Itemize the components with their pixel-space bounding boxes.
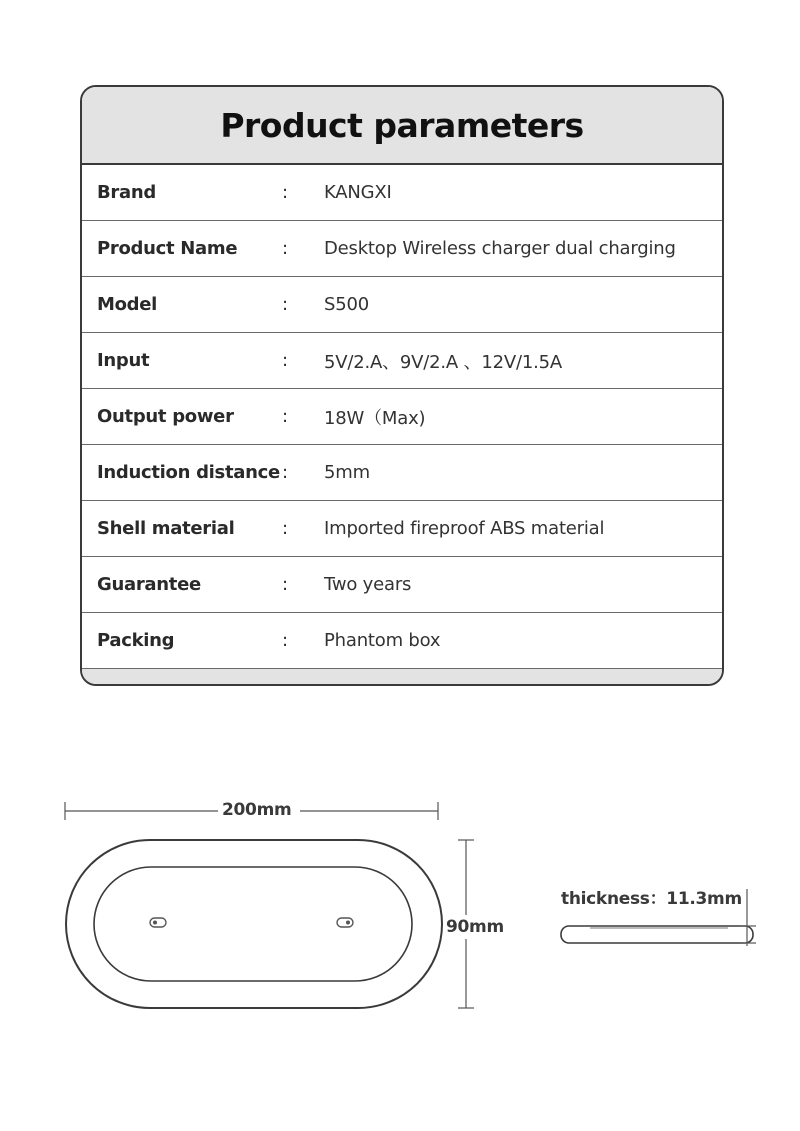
param-colon: :	[282, 238, 289, 259]
param-label: Product Name	[97, 238, 238, 259]
param-row-induction-distance	[82, 445, 722, 501]
param-label: Output power	[97, 406, 234, 427]
height-dimension-label: 90mm	[446, 917, 504, 937]
card-header	[82, 87, 722, 165]
param-value: Two years	[324, 574, 412, 595]
param-colon: :	[282, 294, 289, 315]
width-dimension-label: 200mm	[222, 800, 292, 820]
param-colon: :	[282, 350, 289, 371]
param-row-guarantee	[82, 557, 722, 613]
param-value: Imported fireproof ABS material	[324, 518, 605, 539]
param-row-model	[82, 277, 722, 333]
param-label: Input	[97, 350, 150, 371]
charger-side-profile	[561, 926, 753, 943]
param-colon: :	[282, 630, 289, 651]
param-value: Phantom box	[324, 630, 441, 651]
param-value: 5V/2.A、9V/2.A 、12V/1.5A	[324, 351, 562, 373]
charger-inner-pad	[94, 867, 412, 981]
param-label: Packing	[97, 630, 175, 651]
param-row-product-name	[82, 221, 722, 277]
param-colon: :	[282, 182, 289, 203]
param-label: Model	[97, 294, 158, 315]
thickness-dimension-label: thickness：11.3mm	[561, 889, 742, 909]
param-value: KANGXI	[324, 182, 392, 203]
left-indicator-icon	[150, 918, 166, 927]
card-footer	[82, 669, 722, 686]
param-row-shell-material	[82, 501, 722, 557]
param-row-brand	[82, 165, 722, 221]
param-colon: :	[282, 574, 289, 595]
param-label: Shell material	[97, 518, 235, 539]
param-label: Induction distance	[97, 462, 280, 483]
product-parameters-card	[80, 85, 724, 686]
param-value: 18W（Max)	[324, 407, 426, 429]
param-label: Guarantee	[97, 574, 201, 595]
param-row-output-power	[82, 389, 722, 445]
param-value: S500	[324, 294, 369, 315]
param-value: 5mm	[324, 462, 370, 483]
param-colon: :	[282, 462, 289, 483]
right-indicator-icon	[337, 918, 353, 927]
param-colon: :	[282, 518, 289, 539]
param-colon: :	[282, 406, 289, 427]
page-title: Product parameters	[220, 105, 584, 145]
param-label: Brand	[97, 182, 156, 203]
param-row-packing	[82, 613, 722, 669]
param-value: Desktop Wireless charger dual charging	[324, 238, 676, 259]
param-row-input	[82, 333, 722, 389]
